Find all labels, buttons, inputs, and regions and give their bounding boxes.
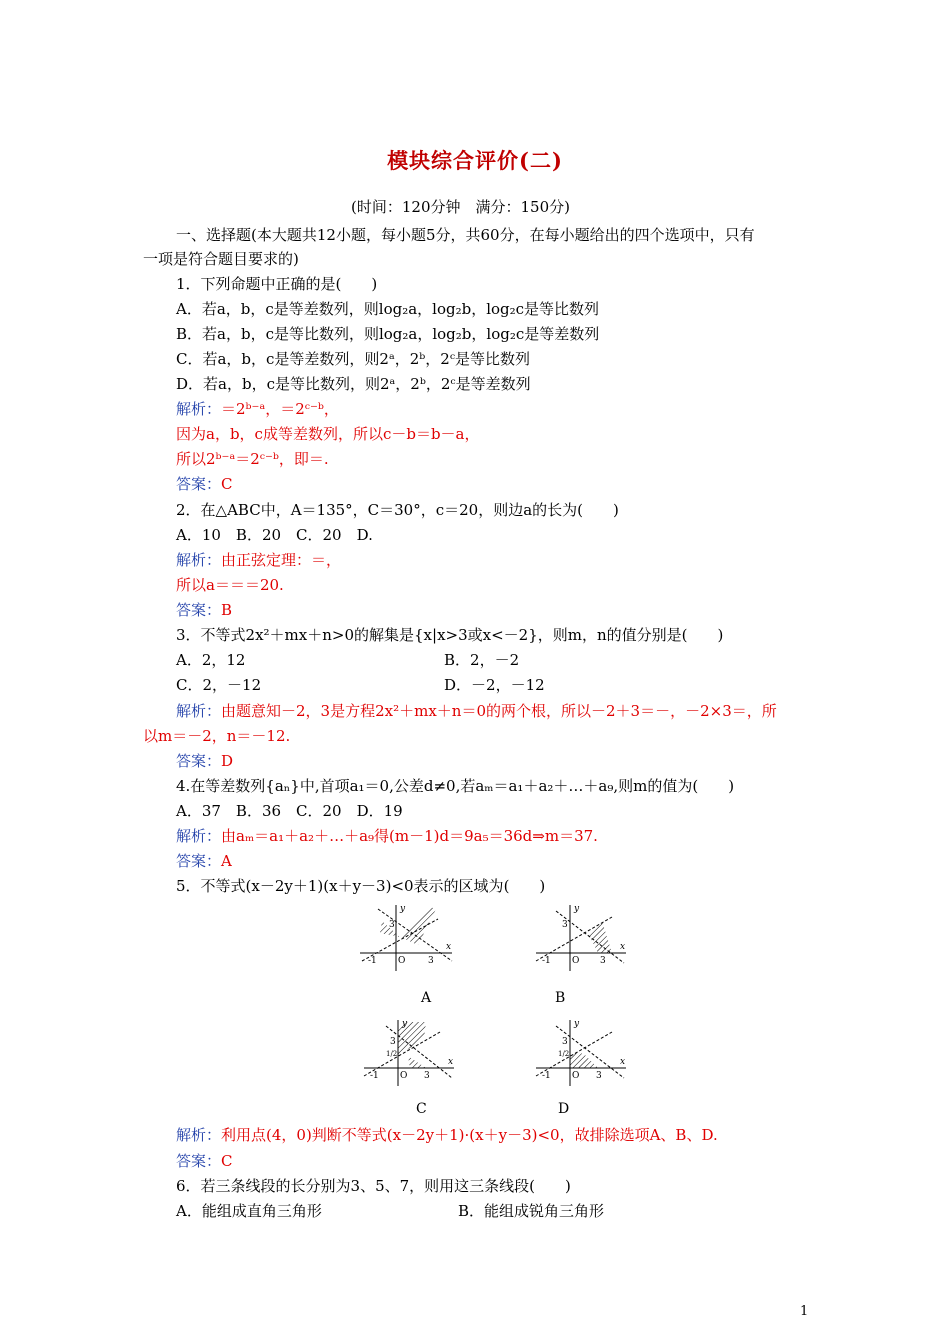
q6-stem: 6．若三条线段的长分别为3、5、7，则用这三条线段( ) [176,1177,571,1195]
tick-half: 1/2 [558,1050,570,1058]
region-figure-a [358,903,458,973]
tick-y3: 3 [562,920,568,930]
q3-option-c: C．2，－12 [176,676,262,694]
page-number: 1 [800,1304,809,1319]
axis-x-label: x [446,942,452,952]
axis-y-label: y [400,904,406,914]
q1-analysis-2: 因为a，b，c成等差数列，所以c－b＝b－a， [176,425,480,443]
page-title: 模块综合评价(二) [387,148,563,173]
analysis-text: ＝2ᵇ⁻ᵃ，＝2ᶜ⁻ᵇ， [221,400,339,418]
tick-origin: O [400,1071,408,1081]
q6-option-a: A．能组成直角三角形 [176,1202,322,1220]
tick-minus1: -1 [370,1071,379,1081]
figure-label-c: C [416,1101,427,1117]
analysis-label: 解析： [176,551,222,569]
q6-option-b: B．能组成锐角三角形 [458,1202,605,1220]
tick-origin: O [572,956,580,966]
q4-options: A．37 B．36 C．20 D．19 [176,802,403,820]
answer-label: 答案： [176,601,222,619]
q3-analysis-1 [176,701,777,721]
q2-options: A．10 B．20 C．20 D. [176,526,373,544]
tick-3: 3 [424,1071,430,1081]
shaded-region [588,921,612,953]
shaded-region [408,1056,426,1068]
tick-y3: 3 [562,1037,568,1047]
analysis-text: 由正弦定理：＝， [221,551,342,569]
q4-analysis-1 [176,826,598,846]
tick-minus1: -1 [542,1071,551,1081]
q1-option-b: B．若a，b，c是等比数列，则log₂a，log₂b，log₂c是等差数列 [176,325,600,343]
answer-value: B [221,601,233,619]
analysis-text: 由aₘ＝a₁＋a₂＋…＋a₉得(m－1)d＝9a₅＝36d⇒m＝37. [221,827,598,845]
axis-y-label: y [402,1019,408,1029]
answer-label: 答案： [176,1152,222,1170]
q2-answer [176,600,232,620]
q2-stem: 2．在△ABC中，A＝135°，C＝30°，c＝20，则边a的长为( ) [176,501,619,519]
figure-label-d: D [558,1101,570,1117]
q3-stem: 3．不等式2x²＋mx＋n>0的解集是{x|x>3或x<－2}，则m，n的值分别是( ) [176,626,724,644]
section-heading-1: 一、选择题(本大题共12小题，每小题5分，共60分，在每小题给出的四个选项中，只有 [176,226,755,244]
analysis-label: 解析： [176,702,222,720]
tick-origin: O [398,956,406,966]
analysis-label: 解析： [176,400,222,418]
tick-minus1: -1 [368,956,377,966]
q3-option-b: B．2，－2 [444,651,520,669]
answer-label: 答案： [176,475,222,493]
q5-stem: 5．不等式(x－2y＋1)(x＋y－3)<0表示的区域为( ) [176,877,546,895]
q1-option-a: A．若a，b，c是等差数列，则log₂a，log₂b，log₂c是等比数列 [176,300,600,318]
tick-y3: 3 [390,1037,396,1047]
tick-half: 1/2 [386,1050,398,1058]
q1-stem: 1．下列命题中正确的是( ) [176,275,378,293]
q5-analysis-1 [176,1125,718,1145]
q1-answer [176,474,233,494]
tick-3: 3 [596,1071,602,1081]
answer-value: C [221,475,233,493]
axis-x-label: x [620,1057,626,1067]
tick-3: 3 [600,956,606,966]
q3-option-a: A．2，12 [176,651,246,669]
answer-label: 答案： [176,752,222,770]
boundary-line-2 [556,911,624,963]
analysis-label: 解析： [176,1126,222,1144]
tick-3: 3 [428,956,434,966]
analysis-text: 由题意知－2，3是方程2x²＋mx＋n＝0的两个根，所以－2＋3＝－，－2×3＝，所 [221,702,777,720]
q5-answer [176,1151,233,1171]
answer-value: A [221,852,232,870]
q1-option-d: D．若a，b，c是等比数列，则2ᵃ，2ᵇ，2ᶜ是等差数列 [176,375,531,393]
answer-label: 答案： [176,852,222,870]
tick-y3: 3 [389,920,395,930]
region-figure-d [532,1018,632,1088]
tick-origin: O [572,1071,580,1081]
axis-x-label: x [620,942,626,952]
q1-analysis-3: 所以2ᵇ⁻ᵃ＝2ᶜ⁻ᵇ，即＝. [176,450,329,468]
analysis-text: 利用点(4，0)判断不等式(x－2y＋1)·(x＋y－3)<0，故排除选项A、B、D. [221,1126,718,1144]
section-heading-2: 一项是符合题目要求的) [143,250,299,268]
q1-option-c: C．若a，b，c是等差数列，则2ᵃ，2ᵇ，2ᶜ是等比数列 [176,350,531,368]
axis-y-label: y [574,904,580,914]
region-figure-b [532,903,632,973]
q4-answer [176,851,232,871]
q3-option-d: D．－2，－12 [444,676,545,694]
q2-analysis-1 [176,550,341,570]
q4-stem: 4.在等差数列{aₙ}中,首项a₁＝0,公差d≠0,若aₘ＝a₁＋a₂＋…＋a₉,则m的值为( ) [176,777,735,795]
q2-analysis-2: 所以a＝＝＝20. [176,576,284,594]
q1-analysis-1 [176,399,339,419]
analysis-label: 解析： [176,827,222,845]
tick-minus1: -1 [542,956,551,966]
exam-info: (时间：120分钟 满分：150分) [351,198,570,216]
axis-x-label: x [448,1057,454,1067]
q3-analysis-2: 以m＝－2，n＝－12. [143,727,291,745]
figure-label-b: B [555,990,566,1006]
axis-y-label: y [574,1019,580,1029]
answer-value: D [221,752,234,770]
answer-value: C [221,1152,233,1170]
region-figure-c [360,1018,460,1088]
q3-answer [176,751,233,771]
shaded-region [400,907,436,945]
figure-label-a: A [421,990,432,1006]
